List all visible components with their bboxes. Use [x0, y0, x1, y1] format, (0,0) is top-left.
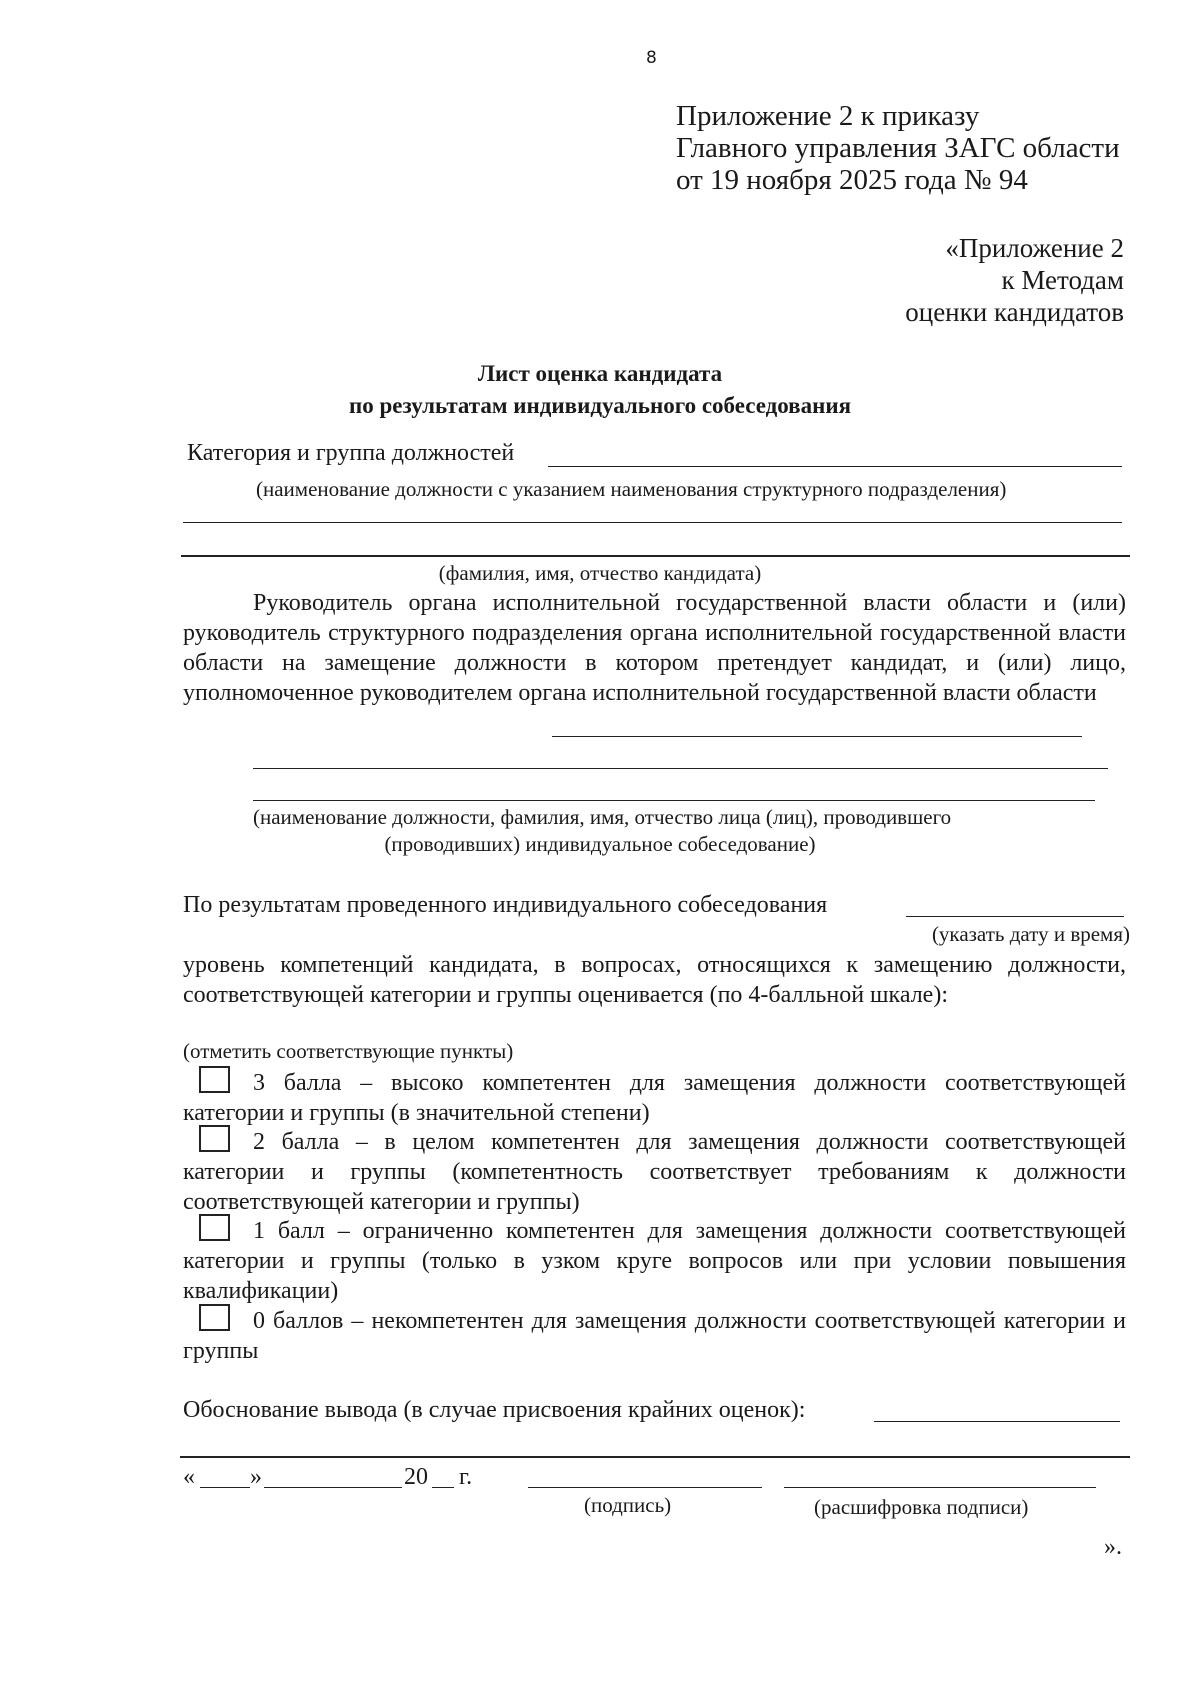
position-field-line[interactable]: [183, 522, 1122, 523]
appendix-header: [905, 232, 1124, 328]
justification-field[interactable]: [874, 1421, 1120, 1422]
candidate-name-field[interactable]: [181, 555, 1130, 557]
year-prefix: 20: [404, 1464, 428, 1490]
year-suffix: г.: [459, 1464, 473, 1490]
category-field[interactable]: [548, 466, 1122, 467]
appendix-line2: к Методам: [1001, 265, 1124, 295]
category-label: Категория и группа должностей: [187, 440, 515, 466]
page-number: 8: [646, 48, 657, 68]
signature-hint: (подпись): [584, 1493, 672, 1517]
option-0-text: 0 баллов – некомпетентен для замещения должности соответствующей категории и группы: [183, 1308, 1126, 1364]
interviewer-hint-line1: (наименование должности, фамилия, имя, отчество лица (лиц), проводившего: [253, 805, 952, 829]
signature-field[interactable]: [528, 1487, 762, 1488]
year-field[interactable]: [432, 1487, 454, 1488]
date-hint: (указать дату и время): [931, 922, 1130, 946]
justification-label: Обоснование вывода (в случае присвоения крайних оценок):: [183, 1397, 806, 1423]
interviewer-field-line1[interactable]: [253, 768, 1108, 769]
date-close-quote: »: [250, 1464, 262, 1490]
interviewer-field-line2[interactable]: [253, 800, 1095, 801]
order-header-line2: Главного управления ЗАГС области: [676, 132, 1120, 164]
mark-hint: (отметить соответствующие пункты): [183, 1039, 514, 1063]
signature-decode-field[interactable]: [784, 1487, 1096, 1488]
justification-field-line2[interactable]: [180, 1456, 1130, 1458]
form-title-line2: по результатам индивидуального собеседования: [348, 393, 852, 418]
order-header-line1: Приложение 2 к приказу: [676, 100, 980, 132]
authority-field[interactable]: [552, 736, 1082, 737]
results-label: По результатам проведенного индивидуального собеседования: [183, 892, 828, 918]
form-title-line1: Лист оценка кандидата: [477, 361, 723, 386]
interviewer-hint-line2: (проводивших) индивидуальное собеседование): [384, 832, 816, 856]
option-3-text: 3 балла – высоко компетентен для замещения должности соответствующей категории и группы (в значительной степени): [183, 1070, 1126, 1126]
day-field[interactable]: [200, 1487, 250, 1488]
signature-decode-hint: (расшифровка подписи): [814, 1495, 1029, 1519]
order-header-line3: от 19 ноября 2025 года № 94: [676, 164, 1028, 196]
option-1-text: 1 балл – ограниченно компетентен для замещения должности соответствующей категории и группы (только в узком круге вопросов или при условии повышения квалификации): [183, 1218, 1126, 1304]
date-open-quote: «: [183, 1464, 195, 1490]
closing-quote: ».: [1104, 1534, 1122, 1560]
fio-hint: (фамилия, имя, отчество кандидата): [438, 561, 762, 585]
order-header: [676, 100, 1120, 196]
appendix-line3: оценки кандидатов: [905, 297, 1124, 327]
month-field[interactable]: [264, 1487, 402, 1488]
form-title: [0, 358, 1200, 422]
position-hint: (наименование должности с указанием наименования структурного подразделения): [256, 477, 1007, 501]
date-time-field[interactable]: [906, 916, 1124, 917]
head-paragraph: Руководитель органа исполнительной государственной власти области и (или) руководитель структурного подразделения органа исполнительной государственной власти области на замещение должности в котором претендует кандидат, и (или) лицо, уполномоченное руководителем органа исполнительной государственной власти области: [183, 590, 1126, 706]
level-paragraph: уровень компетенций кандидата, в вопросах, относящихся к замещению должности, соответствующей категории и группы оценивается (по 4-балльной шкале):: [183, 952, 1126, 1008]
appendix-line1: «Приложение 2: [945, 233, 1124, 263]
option-2-text: 2 балла – в целом компетентен для замещения должности соответствующей категории и группы (компетентность соответствует требованиям к должности соответствующей категории и группы): [183, 1129, 1126, 1215]
